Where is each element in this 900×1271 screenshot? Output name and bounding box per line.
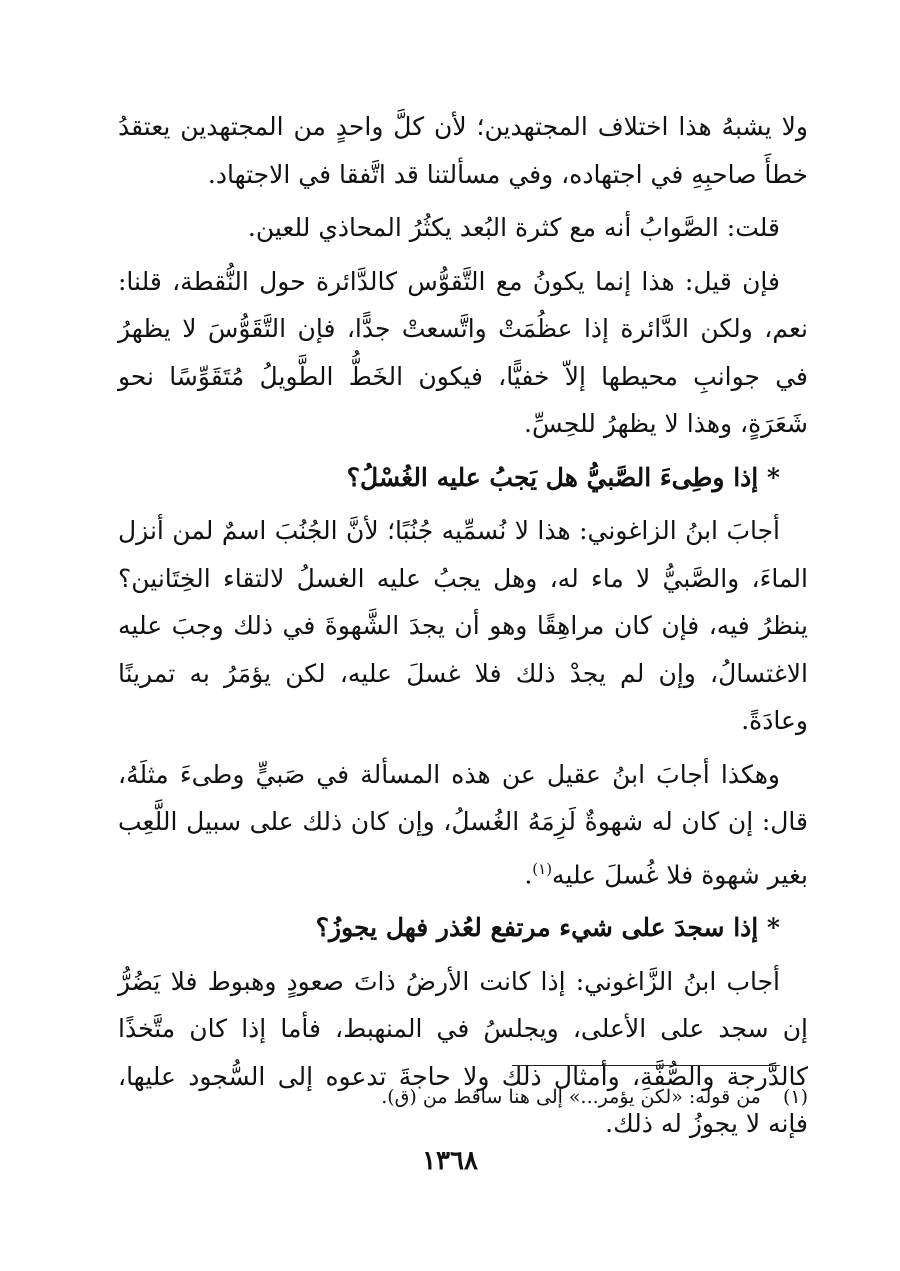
paragraph-5-text: وهكذا أجابَ ابنُ عقيل عن هذه المسألة في صَبيٍّ وطىءَ مثلَهُ، قال: إن كان له شهوةٌ لَزِمَهُ الغُسلُ، وإن كان ذلك على سبيل اللَّعِب بغير شهوة فلا غُسلَ عليه bbox=[118, 759, 808, 889]
paragraph-4: أجابَ ابنُ الزاغوني: هذا لا نُسمِّيه جُنُبًا؛ لأنَّ الجُنُبَ اسمٌ لمن أنزل الماءَ، والصَّبيُّ لا ماء له، وهل يجبُ عليه الغسلُ لالتقاء الخِتَانين؟ ينظرُ فيه، فإن كان مراهِقًا وهو أن يجدَ الشَّهوةَ في ذلك وجبَ عليه الاغتسالُ، وإن لم يجدْ ذلك فلا غسلَ عليه، لكن يؤمَرُ به تمرينًا وعادَةً. bbox=[118, 516, 808, 735]
section-heading-1: * إذا وطِىءَ الصَّبيُّ هل يَجبُ عليه الغُسْلُ؟ bbox=[346, 462, 780, 492]
footnote bbox=[118, 1082, 808, 1112]
paragraph-2: قلت: الصَّوابُ أنه مع كثرة البُعد يكثُرُ المحاذي للعين. bbox=[247, 213, 780, 242]
paragraph-5 bbox=[118, 751, 808, 899]
paragraph-3: فإن قيل: هذا إنما يكونُ مع التَّقوُّس كالدَّائرة حول النُّقطة، قلنا: نعم، ولكن الدَّائرة إذا عظُمَتْ واتَّسعتْ جدًّا، فإن التَّقَوُّسَ لا يظهرُ في جوانبِ محيطها إلاّ خفيًّا، فيكون الخَطُّ الطَّويلُ مُتَقَوِّسًا نحو شَعَرَةٍ، وهذا لا يظهرُ للحِسِّ. bbox=[118, 266, 808, 438]
section-heading-2: * إذا سجدَ على شيء مرتفع لعُذر فهل يجوزُ؟ bbox=[315, 913, 780, 943]
paragraph-1: ولا يشبهُ هذا اختلاف المجتهدين؛ لأن كلَّ واحدٍ من المجتهدين يعتقدُ خطأَ صاحبِهِ في اجتهاده، وفي مسألتنا قد اتَّفقا في الاجتهاد. bbox=[118, 112, 808, 189]
page-number: ١٣٦٨ bbox=[422, 1146, 478, 1176]
footnote-text: من قوله: «لكن يؤمر...» إلى هنا ساقط من (ق). bbox=[381, 1086, 761, 1108]
main-text bbox=[118, 103, 808, 1148]
paragraph-5-end: . bbox=[524, 859, 533, 889]
footnote-number: (١) bbox=[782, 1086, 808, 1108]
paragraph-6: أجاب ابنُ الزَّاغوني: إذا كانت الأرضُ ذاتَ صعودٍ وهبوط فلا يَضُرُّ إن سجد على الأعلى، ويجلسُ في المنهبط، فأما إذا كان متَّخذًا كالدَّرجة والصُّفَّةِ، وأمثال ذلك ولا حاجةَ تدعوه إلى السُّجود عليها، فإنه لا يجوزُ له ذلك. bbox=[118, 966, 808, 1139]
footnote-ref: (١) bbox=[532, 859, 553, 878]
footnote-divider bbox=[512, 1065, 780, 1066]
